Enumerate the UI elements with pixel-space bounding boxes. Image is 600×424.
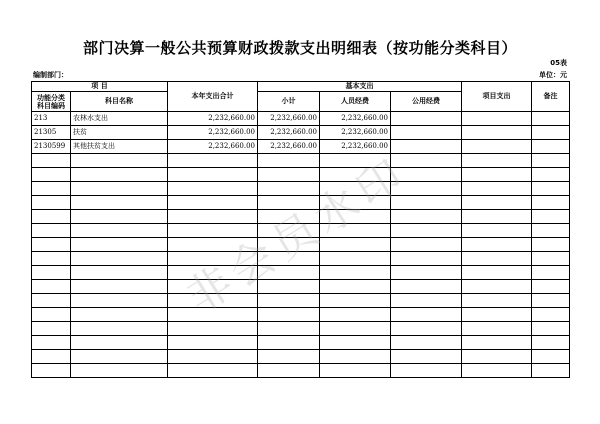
- cell-project: [462, 364, 532, 378]
- cell-remark: [532, 126, 570, 140]
- cell-remark: [532, 140, 570, 154]
- cell-total: [168, 196, 258, 210]
- cell-project: [462, 112, 532, 126]
- cell-total: [168, 308, 258, 322]
- cell-project: [462, 182, 532, 196]
- cell-name: [71, 182, 168, 196]
- cell-personnel: [320, 322, 391, 336]
- cell-name: [71, 280, 168, 294]
- cell-personnel: 2,232,660.00: [320, 126, 391, 140]
- cell-remark: [532, 252, 570, 266]
- cell-public: [391, 224, 462, 238]
- cell-name: 其他扶贫支出: [71, 140, 168, 154]
- cell-public: [391, 266, 462, 280]
- unit-label: 单位：元: [539, 71, 567, 79]
- expenditure-table: [31, 81, 570, 378]
- table-row: [32, 238, 570, 252]
- cell-subtotal: [258, 168, 320, 182]
- cell-code: [32, 364, 71, 378]
- cell-personnel: 2,232,660.00: [320, 112, 391, 126]
- cell-personnel: [320, 280, 391, 294]
- page-title: 部门决算一般公共预算财政拨款支出明细表（按功能分类科目）: [82, 39, 517, 57]
- table-row: [32, 140, 570, 154]
- table-row: [32, 364, 570, 378]
- cell-code: [32, 182, 71, 196]
- table-row: [32, 336, 570, 350]
- cell-public: [391, 112, 462, 126]
- cell-public: [391, 294, 462, 308]
- cell-public: [391, 336, 462, 350]
- cell-project: [462, 266, 532, 280]
- cell-total: [168, 238, 258, 252]
- table-row: [32, 112, 570, 126]
- cell-public: [391, 154, 462, 168]
- table-row: [32, 280, 570, 294]
- table-row: [32, 322, 570, 336]
- cell-code: 213: [32, 112, 71, 126]
- cell-project: [462, 252, 532, 266]
- cell-personnel: [320, 350, 391, 364]
- cell-public: [391, 252, 462, 266]
- cell-total: [168, 210, 258, 224]
- cell-personnel: [320, 210, 391, 224]
- cell-remark: [532, 154, 570, 168]
- cell-remark: [532, 210, 570, 224]
- cell-total: [168, 154, 258, 168]
- cell-personnel: 2,232,660.00: [320, 140, 391, 154]
- cell-personnel: [320, 252, 391, 266]
- cell-total: [168, 350, 258, 364]
- table-row: [32, 196, 570, 210]
- cell-total: [168, 224, 258, 238]
- cell-code: [32, 238, 71, 252]
- cell-personnel: [320, 224, 391, 238]
- cell-code: [32, 252, 71, 266]
- cell-name: [71, 154, 168, 168]
- cell-project: [462, 350, 532, 364]
- cell-code: [32, 224, 71, 238]
- cell-subtotal: [258, 182, 320, 196]
- cell-total: 2,232,660.00: [168, 140, 258, 154]
- cell-total: [168, 294, 258, 308]
- cell-name: 农林水支出: [71, 112, 168, 126]
- cell-name: [71, 168, 168, 182]
- cell-subtotal: 2,232,660.00: [258, 126, 320, 140]
- cell-subtotal: 2,232,660.00: [258, 140, 320, 154]
- cell-code: [32, 210, 71, 224]
- cell-personnel: [320, 196, 391, 210]
- cell-public: [391, 182, 462, 196]
- cell-public: [391, 196, 462, 210]
- cell-subtotal: [258, 308, 320, 322]
- table-row: [32, 126, 570, 140]
- watermark: 非会员水印: [177, 147, 417, 324]
- table-row: [32, 266, 570, 280]
- cell-remark: [532, 182, 570, 196]
- table-row: [32, 182, 570, 196]
- cell-personnel: [320, 168, 391, 182]
- cell-remark: [532, 224, 570, 238]
- cell-subtotal: 2,232,660.00: [258, 112, 320, 126]
- cell-project: [462, 224, 532, 238]
- cell-total: [168, 322, 258, 336]
- cell-subtotal: [258, 196, 320, 210]
- header-total: 本年支出合计: [168, 82, 258, 112]
- cell-code: [32, 322, 71, 336]
- cell-subtotal: [258, 350, 320, 364]
- cell-remark: [532, 238, 570, 252]
- cell-personnel: [320, 308, 391, 322]
- cell-subtotal: [258, 364, 320, 378]
- cell-public: [391, 364, 462, 378]
- cell-name: [71, 224, 168, 238]
- cell-public: [391, 126, 462, 140]
- cell-code: [32, 308, 71, 322]
- cell-code: [32, 294, 71, 308]
- header-personnel: 人员经费: [320, 92, 391, 112]
- cell-subtotal: [258, 266, 320, 280]
- cell-personnel: [320, 154, 391, 168]
- department-label: 编制部门：: [33, 71, 68, 79]
- cell-remark: [532, 294, 570, 308]
- table-row: [32, 168, 570, 182]
- cell-project: [462, 336, 532, 350]
- cell-name: [71, 350, 168, 364]
- cell-total: [168, 280, 258, 294]
- table-row: [32, 308, 570, 322]
- cell-remark: [532, 350, 570, 364]
- cell-name: [71, 210, 168, 224]
- header-subtotal: 小计: [258, 92, 320, 112]
- cell-code: [32, 266, 71, 280]
- cell-personnel: [320, 294, 391, 308]
- cell-remark: [532, 322, 570, 336]
- cell-personnel: [320, 364, 391, 378]
- cell-subtotal: [258, 210, 320, 224]
- table-row: [32, 154, 570, 168]
- cell-project: [462, 140, 532, 154]
- cell-code: 21305: [32, 126, 71, 140]
- cell-remark: [532, 336, 570, 350]
- cell-total: [168, 336, 258, 350]
- cell-public: [391, 168, 462, 182]
- cell-total: [168, 168, 258, 182]
- cell-remark: [532, 168, 570, 182]
- cell-public: [391, 280, 462, 294]
- cell-project: [462, 308, 532, 322]
- cell-subtotal: [258, 336, 320, 350]
- cell-remark: [532, 308, 570, 322]
- table-row: [32, 294, 570, 308]
- cell-name: 扶贫: [71, 126, 168, 140]
- cell-personnel: [320, 182, 391, 196]
- cell-project: [462, 238, 532, 252]
- cell-project: [462, 168, 532, 182]
- cell-public: [391, 238, 462, 252]
- header-remark: 备注: [532, 82, 570, 112]
- cell-personnel: [320, 266, 391, 280]
- cell-name: [71, 294, 168, 308]
- header-func-code: 功能分类科目编码: [32, 92, 71, 112]
- cell-name: [71, 364, 168, 378]
- cell-name: [71, 196, 168, 210]
- cell-subtotal: [258, 154, 320, 168]
- table-row: [32, 210, 570, 224]
- cell-personnel: [320, 336, 391, 350]
- cell-total: [168, 266, 258, 280]
- cell-code: 2130599: [32, 140, 71, 154]
- cell-remark: [532, 280, 570, 294]
- cell-total: 2,232,660.00: [168, 126, 258, 140]
- cell-code: [32, 154, 71, 168]
- cell-project: [462, 294, 532, 308]
- cell-public: [391, 140, 462, 154]
- cell-project: [462, 154, 532, 168]
- cell-subtotal: [258, 252, 320, 266]
- cell-project: [462, 322, 532, 336]
- header-subject-name: 科目名称: [71, 92, 168, 112]
- cell-name: [71, 238, 168, 252]
- cell-public: [391, 210, 462, 224]
- cell-public: [391, 350, 462, 364]
- cell-code: [32, 196, 71, 210]
- cell-project: [462, 196, 532, 210]
- cell-total: [168, 364, 258, 378]
- cell-subtotal: [258, 224, 320, 238]
- cell-code: [32, 280, 71, 294]
- cell-subtotal: [258, 280, 320, 294]
- cell-project: [462, 126, 532, 140]
- table-row: [32, 224, 570, 238]
- cell-subtotal: [258, 294, 320, 308]
- cell-code: [32, 350, 71, 364]
- cell-subtotal: [258, 238, 320, 252]
- cell-total: [168, 182, 258, 196]
- table-row: [32, 350, 570, 364]
- header-basic: 基本支出: [258, 82, 462, 92]
- cell-remark: [532, 364, 570, 378]
- cell-total: [168, 252, 258, 266]
- cell-project: [462, 280, 532, 294]
- table-number: 05表: [550, 59, 567, 67]
- table-row: [32, 252, 570, 266]
- cell-subtotal: [258, 322, 320, 336]
- cell-code: [32, 336, 71, 350]
- cell-personnel: [320, 238, 391, 252]
- cell-public: [391, 308, 462, 322]
- cell-remark: [532, 112, 570, 126]
- cell-public: [391, 322, 462, 336]
- cell-name: [71, 322, 168, 336]
- cell-total: 2,232,660.00: [168, 112, 258, 126]
- cell-name: [71, 252, 168, 266]
- cell-name: [71, 336, 168, 350]
- cell-code: [32, 168, 71, 182]
- cell-name: [71, 308, 168, 322]
- cell-remark: [532, 266, 570, 280]
- cell-project: [462, 210, 532, 224]
- header-item: 项 目: [32, 82, 168, 92]
- header-public: 公用经费: [391, 92, 462, 112]
- header-project: 项目支出: [462, 82, 532, 112]
- cell-name: [71, 266, 168, 280]
- cell-remark: [532, 196, 570, 210]
